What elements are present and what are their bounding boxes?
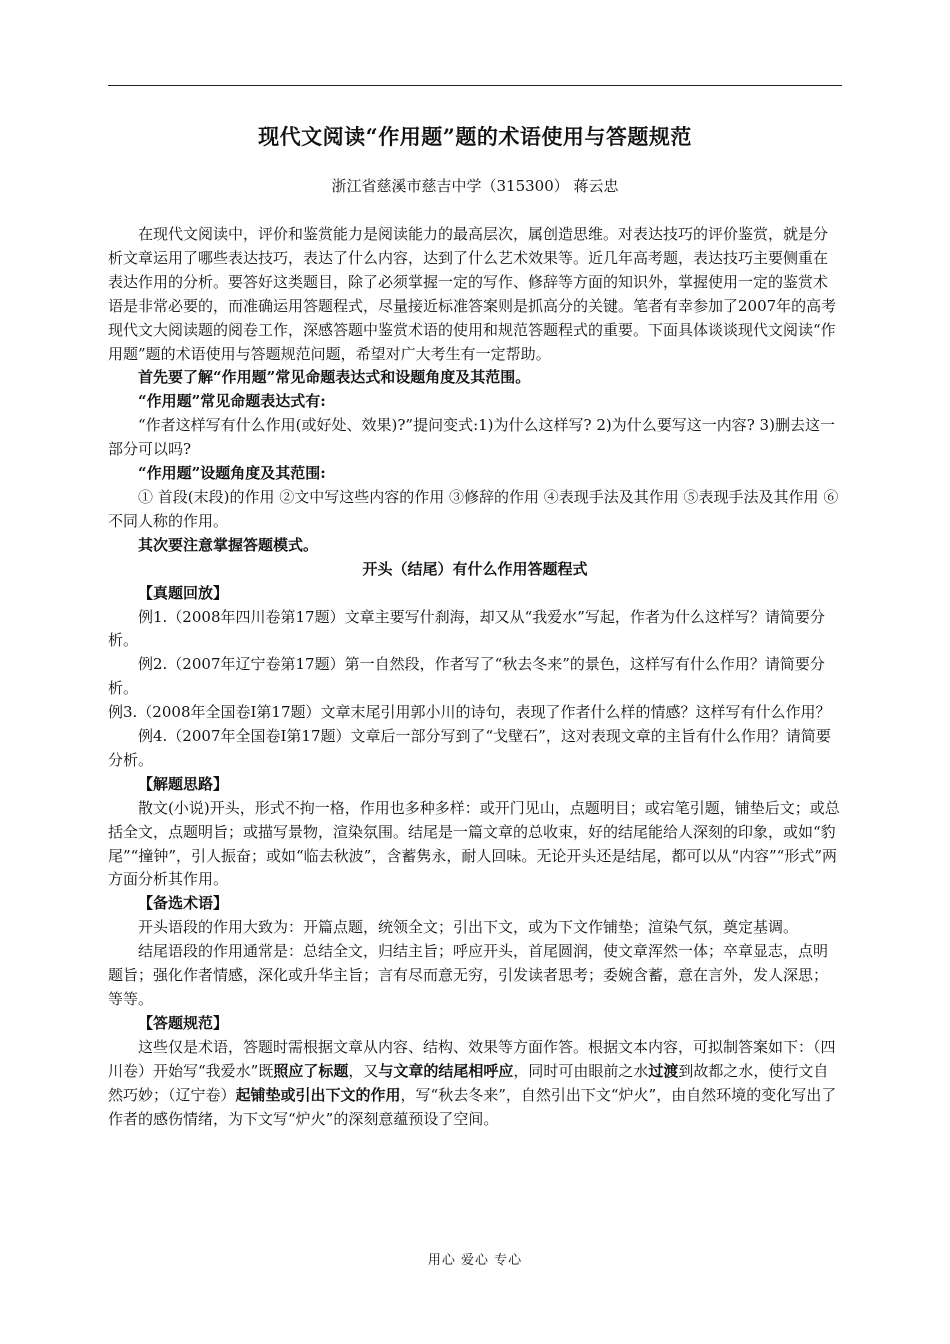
page-title: 现代文阅读“作用题”题的术语使用与答题规范 [258, 124, 692, 149]
answer-text: 这些仅是术语，答题时需根据文章从内容、结构、效果等方面作答。根据文本内容，可拟制答案如下：（四川卷）开始写“我爱水”既 [108, 1037, 836, 1080]
header-rule [108, 85, 842, 86]
example-2: 例2.（2007年辽宁卷第17题）第一自然段，作者写了“秋去冬来”的景色，这样写有什么作用？请简要分析。 [108, 655, 825, 698]
heading-2: 其次要注意掌握答题模式。 [138, 535, 319, 554]
example-3: 例3.（2008年全国卷Ⅰ第17题）文章末尾引用郭小川的诗句，表现了作者什么样的情感？这样写有什么作用？ [108, 703, 831, 722]
page-footer: 用心 爱心 专心 [427, 1253, 523, 1268]
answer-paragraph [108, 1036, 842, 1132]
answer-emphasis: 与文章的结尾相呼应 [378, 1061, 514, 1080]
terms-ending: 结尾语段的作用通常是：总结全文，归结主旨；呼应开头，首尾圆润，使文章浑然一体；卒章显志，点明题旨；强化作者情感，深化或升华主旨；言有尽而意无穷，引发读者思考；委婉含蓄，意在言外，发人深思；等等。 [108, 942, 829, 1008]
example-1: 例1.（2008年四川卷第17题）文章主要写什刹海，却又从“我爱水”写起，作者为什么这样写？请简要分析。 [108, 607, 825, 650]
label-approach: 【解题思路】 [138, 774, 229, 793]
terms-opening: 开头语段的作用大致为：开篇点题，统领全文；引出下文，或为下文作铺垫；渲染气氛，奠定基调。 [138, 918, 799, 937]
answer-text: 到故都之水，使行文自然巧妙；（辽宁卷） [108, 1061, 829, 1104]
angles-paragraph: ① 首段(末段)的作用 ②文中写这些内容的作用 ③修辞的作用 ④表现手法及其作用 ⑤表现手法及其作用 ⑥不同人称的作用。 [108, 487, 839, 530]
heading-1: 首先要了解“作用题”常见命题表达式和设题角度及其范围。 [138, 368, 531, 387]
answer-text: ，写“秋去冬来”，自然引出下文“炉火”，由自然环境的变化写出了作者的感伤情绪，为下文写“炉火”的深刻意蕴预设了空间。 [108, 1085, 837, 1128]
answer-emphasis: 过渡 [648, 1061, 679, 1080]
label-terms: 【备选术语】 [138, 894, 229, 913]
expressions-paragraph: “作者这样写有什么作用(或好处、效果)?”提问变式:1)为什么这样写? 2)为什么要写这一内容? 3)删去这一部分可以吗? [108, 416, 835, 459]
label-answer: 【答题规范】 [138, 1013, 229, 1032]
section-title: 开头（结尾）有什么作用答题程式 [362, 559, 588, 578]
answer-emphasis: 起铺垫或引出下文的作用 [235, 1085, 401, 1104]
article-body [108, 223, 842, 1131]
answer-text: ，同时可由眼前之水 [513, 1061, 649, 1080]
author-line: 浙江省慈溪市慈吉中学（315300） 蒋云忠 [331, 177, 619, 195]
label-questions: 【真题回放】 [138, 583, 229, 602]
example-4: 例4.（2007年全国卷Ⅰ第17题）文章后一部分写到了“戈壁石”，这对表现文章的主旨有什么作用？请简要分析。 [108, 727, 831, 769]
subheading-expressions: “作用题”常见命题表达式有: [138, 392, 326, 411]
answer-emphasis: 照应了标题 [273, 1061, 349, 1080]
intro-paragraph: 在现代文阅读中，评价和鉴赏能力是阅读能力的最高层次，属创造思维。对表达技巧的评价鉴赏，就是分析文章运用了哪些表达技巧，表达了什么内容，达到了什么艺术效果等。近几年高考题，表达技巧主要侧重在表达作用的分析。要答好这类题目，除了必须掌握一定的写作、修辞等方面的知识外，掌握使用一定的鉴赏术语是非常必要的，而准确运用答题程式，尽量接近标准答案则是抓高分的关键。笔者有幸参加了2007年的高考现代文大阅读题的阅卷工作，深感答题中鉴赏术语的使用和规范答题程式的重要。下面具体谈谈现代文阅读“作用题”题的术语使用与答题规范问题，希望对广大考生有一定帮助。 [108, 225, 837, 363]
subheading-angles: “作用题”设题角度及其范围: [138, 464, 326, 483]
answer-text: ，又 [348, 1061, 379, 1080]
approach-paragraph: 散文(小说)开头，形式不拘一格，作用也多种多样：或开门见山，点题明目；或宕笔引题，铺垫后文；或总括全文，点题明旨；或描写景物，渲染氛围。结尾是一篇文章的总收束，好的结尾能给人深刻的印象，或如“豹尾”“撞钟”，引人振奋；或如“临去秋波”，含蓄隽永，耐人回味。无论开头还是结尾，都可以从“内容”“形式”两方面分析其作用。 [108, 798, 840, 889]
